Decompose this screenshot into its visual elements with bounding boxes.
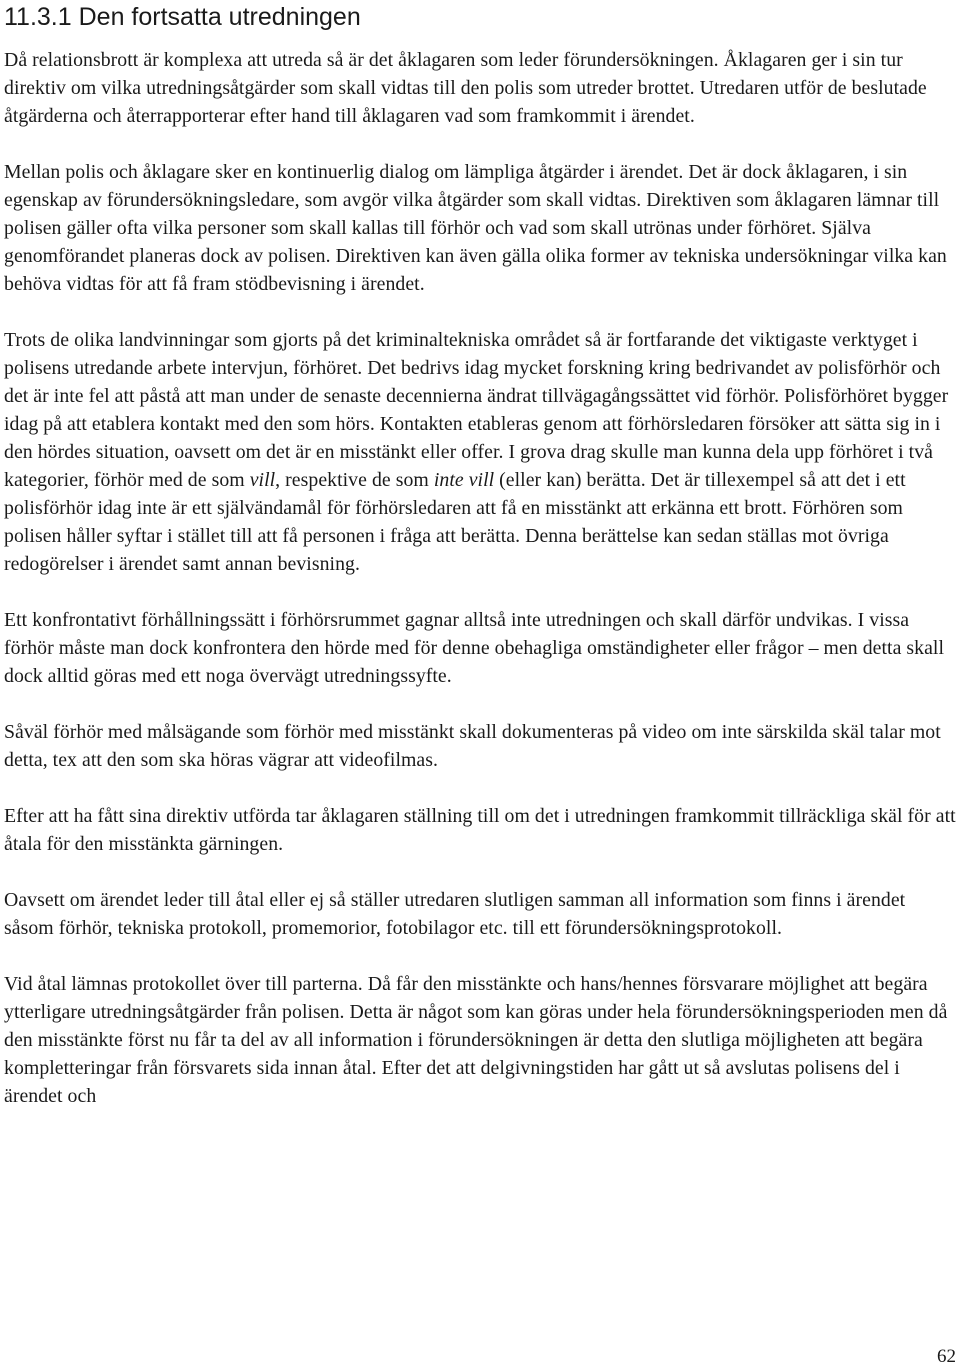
- section-heading: [4, 0, 956, 32]
- emphasis-vill: vill: [249, 469, 276, 491]
- paragraph-5: Såväl förhör med målsägande som förhör med misstänkt skall dokumenteras på video om inte särskilda skäl talar mot detta, tex att den som ska höras vägrar att videofilmas.: [4, 721, 941, 771]
- paragraph-3-part-2: , respektive de som: [275, 469, 434, 491]
- paragraph-3: [4, 326, 956, 578]
- page-number: 62: [937, 1346, 956, 1367]
- section-number: 11.3.1: [4, 3, 72, 31]
- document-page: [4, 0, 956, 1138]
- emphasis-inte-vill: inte vill: [433, 469, 495, 491]
- paragraph-2: Mellan polis och åklagare sker en kontinuerlig dialog om lämpliga åtgärder i ärendet. Det är dock åklagaren, i sin egenskap av förundersökningsledare, som avgör vilka åtgärder som skall vidtas. Direktiven som åklagaren lämnar till polisen gäller ofta vilka personer som skall kallas till förhör och vad som skall utrönas under förhöret. Själva genomförandet planeras dock av polisen. Direktiven kan även gälla olika former av tekniska undersökningar vilka kan behöva vidtas för att få fram stödbevisning i ärendet.: [4, 161, 947, 295]
- paragraph-7: Oavsett om ärendet leder till åtal eller ej så ställer utredaren slutligen samman all information som finns i ärendet såsom förhör, tekniska protokoll, promemorior, fotobilagor etc. till ett förundersökningsprotokoll.: [4, 889, 906, 939]
- paragraph-3-part-1: Trots de olika landvinningar som gjorts på det kriminaltekniska området så är fortfarande det viktigaste verktyget i polisens utredande arbete intervjun, förhöret. Det bedrivs idag mycket forskning kring bedrivandet av polisförhör och det är inte fel att påstå att man under de senaste decennierna ändrat tillvägagångssättet vid förhör. Polisförhöret bygger idag på att etablera kontakt med den som hörs. Kontakten etableras genom att förhörsledaren försöker att sätta sig in i den hördes situation, oavsett om det är en misstänkt eller offer. I grova drag skulle man kunna dela upp förhöret i två kategorier, förhör med de som: [4, 329, 949, 491]
- body-text: [4, 46, 956, 1110]
- paragraph-1: Då relationsbrott är komplexa att utreda så är det åklagaren som leder förundersökningen. Åklagaren ger i sin tur direktiv om vilka utredningsåtgärder som skall vidtas till den polis som utreder brottet. Utredaren utför de beslutade åtgärderna och återrapporterar efter hand till åklagaren vad som framkommit i ärendet.: [4, 49, 927, 127]
- paragraph-8: Vid åtal lämnas protokollet över till parterna. Då får den misstänkte och hans/hennes försvarare möjlighet att begära ytterligare utredningsåtgärder från polisen. Detta är något som kan göras under hela förundersökningsperioden men då den misstänkte först nu får ta del av all information i förundersökningen är detta den slutliga möjligheten att begära kompletteringar från försvarets sida innan åtal. Efter det att delgivningstiden har gått ut så avslutas polisens del i ärendet och: [4, 973, 948, 1107]
- paragraph-4: Ett konfrontativt förhållningssätt i förhörsrummet gagnar alltså inte utredningen och skall därför undvikas. I vissa förhör måste man dock konfrontera den hörde med för denne obehagliga omständigheter eller frågor – men detta skall dock alltid göras med ett noga övervägt utredningssyfte.: [4, 609, 945, 687]
- section-title: Den fortsatta utredningen: [78, 3, 361, 31]
- paragraph-6: Efter att ha fått sina direktiv utförda tar åklagaren ställning till om det i utredningen framkommit tillräckliga skäl för att åtala för den misstänkta gärningen.: [4, 805, 956, 855]
- paragraph-3-part-3: (eller kan) berätta. Det är tillexempel så att det i ett polisförhör idag inte är ett självändamål för förhörsledaren att få en misstänkt att erkänna ett brott. Förhören som polisen håller syftar i stället till att få personen i fråga att berätta. Denna berättelse kan sedan ställas mot övriga redogörelser i ärendet samt annan bevisning.: [4, 469, 906, 575]
